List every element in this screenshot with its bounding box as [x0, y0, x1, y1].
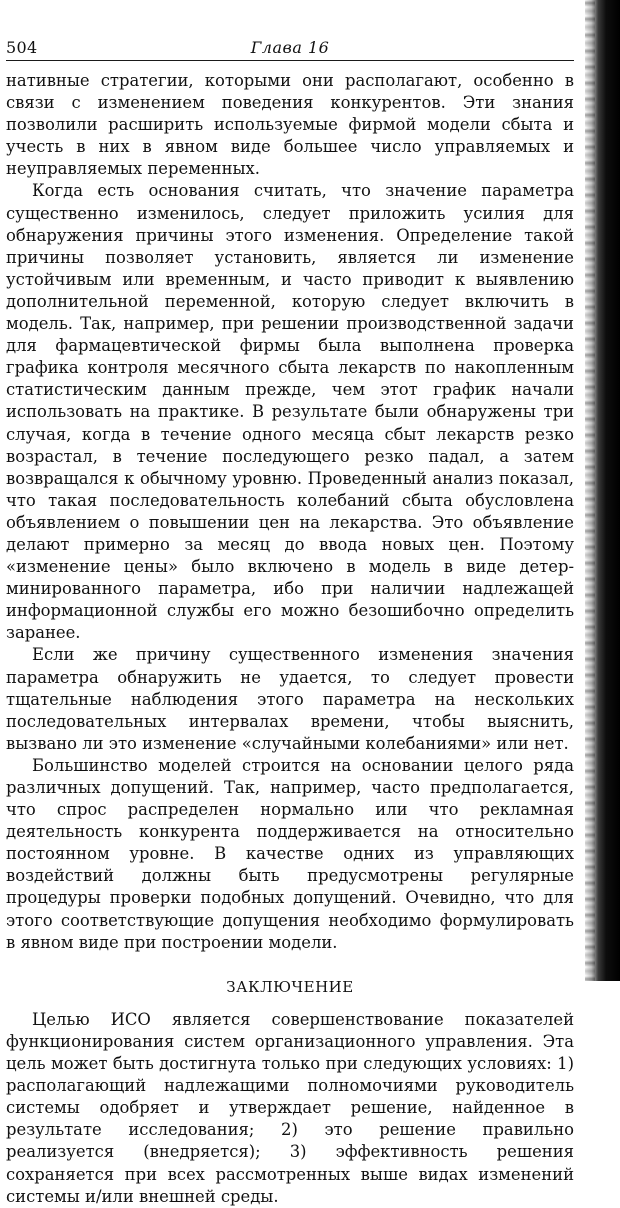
- running-head: Глава 16: [250, 38, 330, 57]
- page-number: 504: [6, 38, 38, 57]
- paragraph-continuation: нативные стратегии, которыми они располагают, особенно в связи с изменением поведения конкурентов. Эти знания позволили расширить используемые фирмой модели сбыта и учесть в них в явном виде большее число управляемых и неуправляемых переменных.: [6, 71, 574, 179]
- page-body: [6, 70, 574, 1208]
- paragraph-observations: Если же причину существенного изменения значения параметра обнаружить не удается, то следует провести тщательные наблюдения этого параметра на нескольких последовательных интервалах времени, чтобы выяснить, вызвано ли это изменение «случайными колебаниями» или нет.: [6, 645, 574, 753]
- section-heading-conclusion: ЗАКЛЮЧЕНИЕ: [226, 977, 354, 996]
- paragraph-conclusion: Целью ИСО является совершенствование показателей функционирования систем организационного управления. Эта цель может быть достигнута только при следующих условиях: 1) располагающий надлежащими полномочиями руководитель системы одобряет и утверждает решение, найденное в результате исследования; 2) это решение правильно реализуется (внедряется); 3) эффективность решения сохраняется при всех рассмотренных выше видах изменений системы и/или внешней среды.: [6, 1009, 574, 1206]
- paragraph-assumptions: Большинство моделей строится на основании целого ряда различных допущений. Так, например, часто предполагается, что спрос распределен нормально или что рекламная деятельность конкурента поддерживается на относительно постоянном уровне. В качестве одних из управляющих воздействий должны быть предусмотрены регулярные процедуры проверки подобных допущений. Очевидно, что для этого соответствующие допущения необходимо формулировать в явном виде при построении модели.: [6, 755, 574, 952]
- page-header: [6, 38, 574, 61]
- scan-edge-shadow: [585, 0, 620, 981]
- paragraph-parameter-change: Когда есть основания считать, что значение параметра существенно изменилось, следует приложить усилия для обнаружения причины этого изменения. Определение такой причины позволяет установить, является ли изменение устойчивым или временным, и часто приводит к выявлению дополнительной переменной, которую следует включить в модель. Так, например, при решении производственной задачи для фармацевтической фирмы была выполнена проверка графика контроля месячного сбыта лекарств по накопленным статистическим данным прежде, чем этот график начали использовать на практике. В результате были обнаружены три случая, когда в течение одного месяца сбыт лекарств резко возрастал, в течение последующего резко падал, а затем возвращался к обычному уровню. Проведенный анализ показал, что такая последовательность колебаний сбыта обусловлена объявлением о повышении цен на лекарства. Это объявление делают примерно за месяц до ввода новых цен. Поэтому «изменение цены» было включено в модель в виде детерминированного параметра, ибо при наличии надлежащей информационной службы его можно безошибочно определить заранее.: [6, 181, 574, 643]
